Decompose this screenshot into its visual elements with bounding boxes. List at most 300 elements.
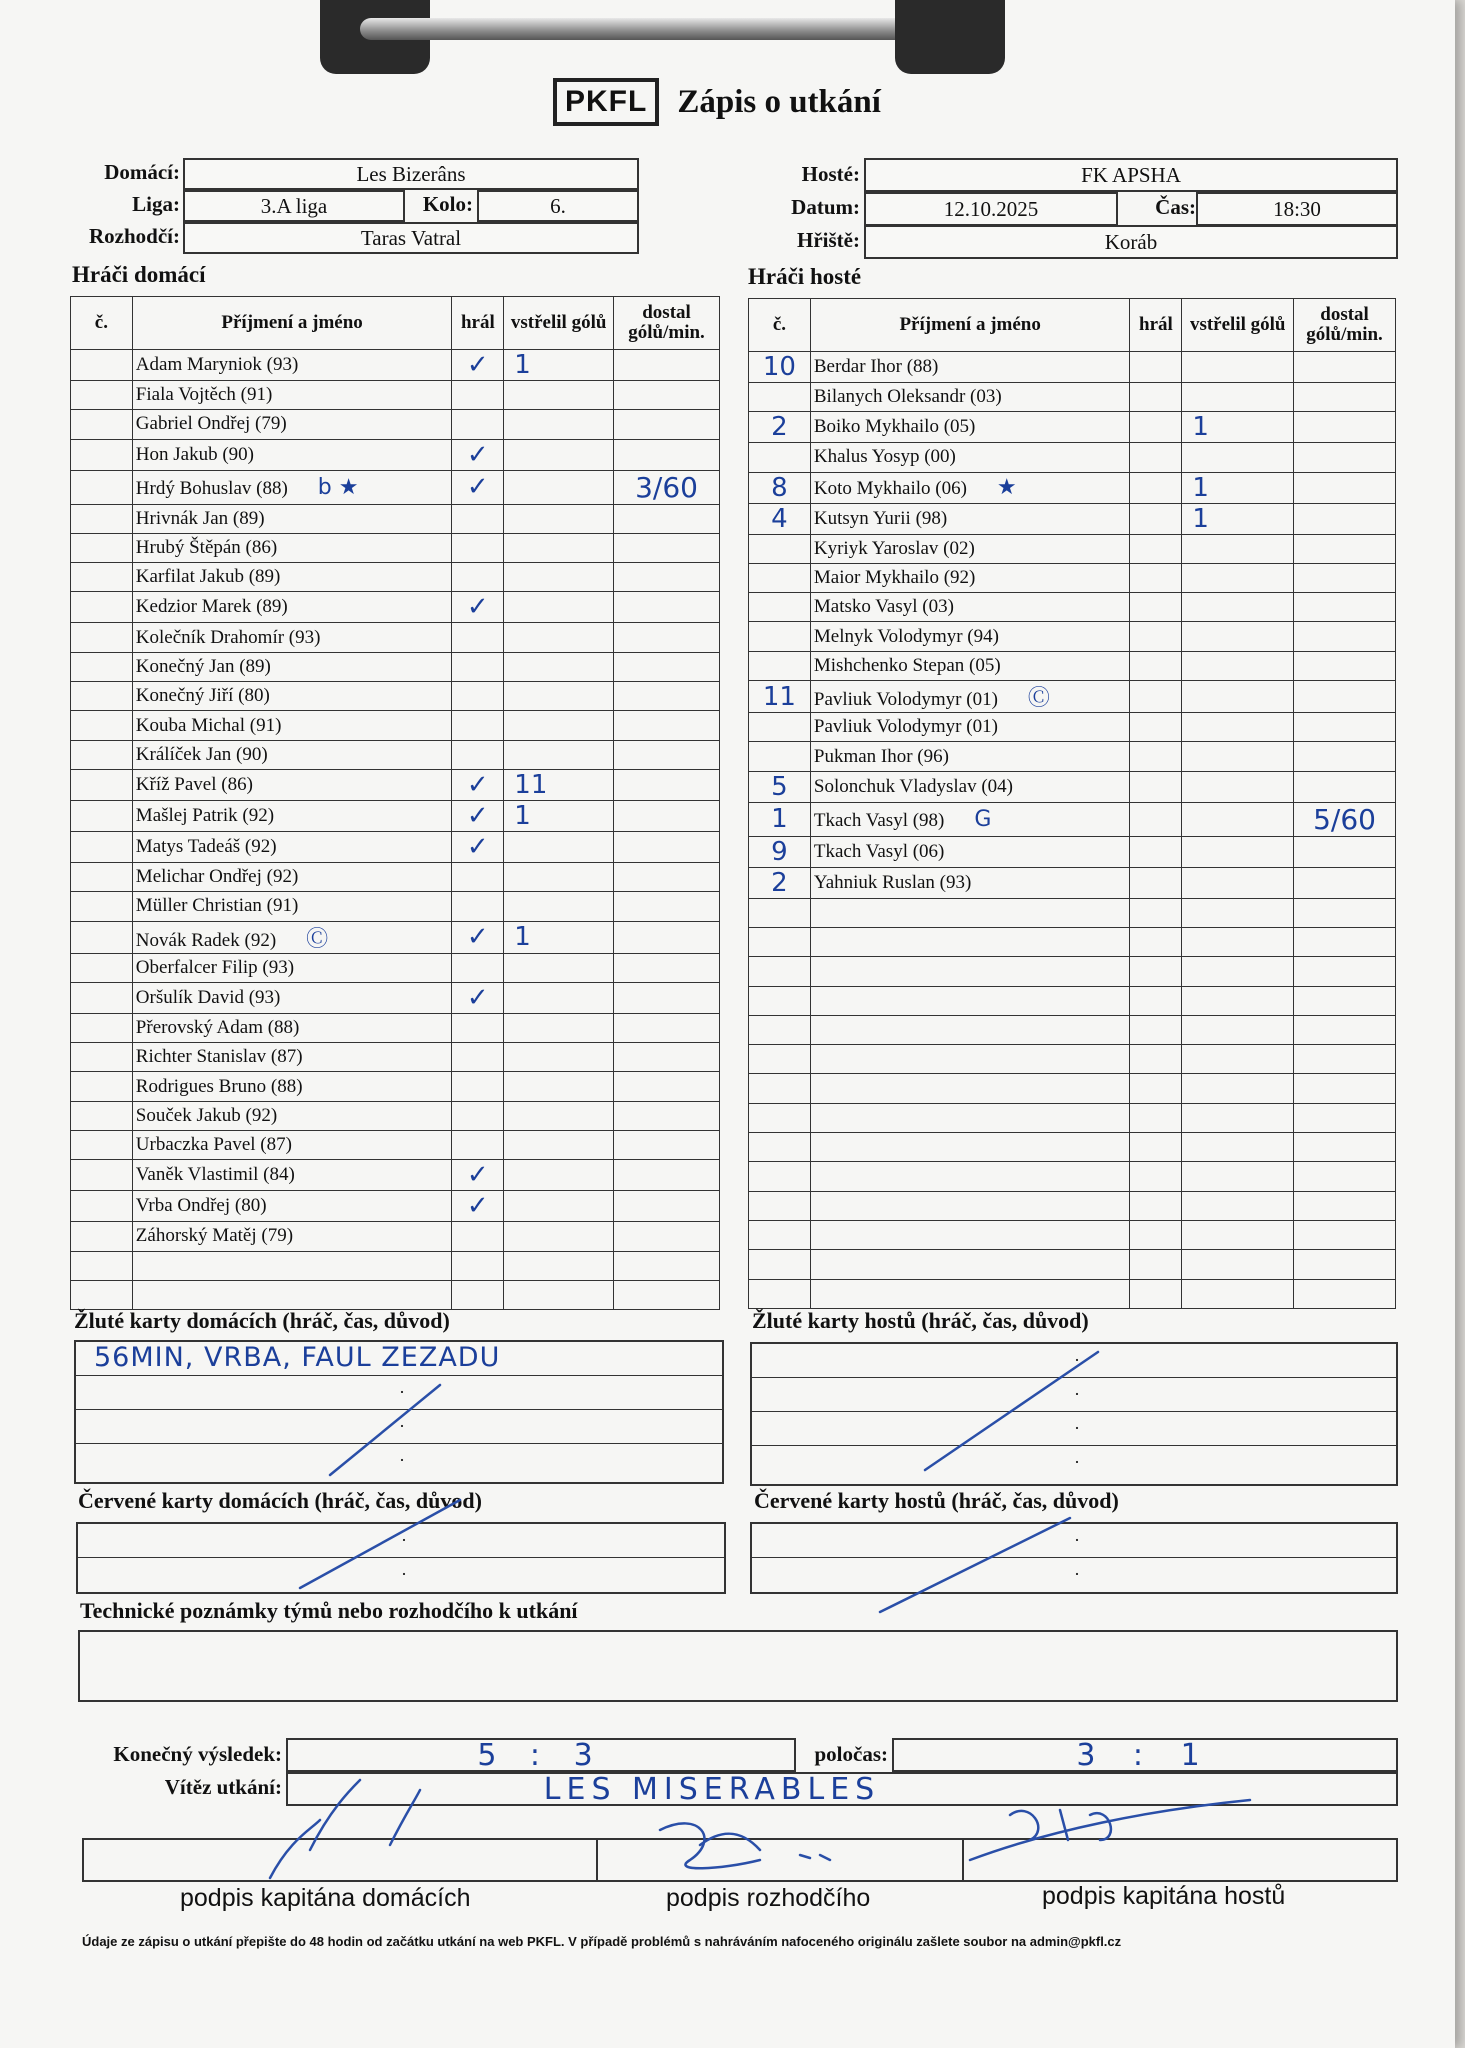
played-cell[interactable] (452, 953, 504, 982)
goals-cell[interactable] (504, 1280, 614, 1309)
goals-cell[interactable] (1182, 443, 1294, 472)
goals-cell[interactable] (1182, 383, 1294, 412)
player-name-cell[interactable] (132, 740, 452, 769)
player-name-cell[interactable] (810, 593, 1130, 622)
player-name-cell[interactable] (810, 563, 1130, 592)
player-name-cell[interactable] (132, 1222, 452, 1251)
player-name-cell[interactable] (810, 957, 1130, 986)
player-name-cell[interactable] (132, 892, 452, 921)
jersey-number-cell[interactable] (71, 1280, 133, 1309)
jersey-number-cell[interactable] (71, 381, 133, 410)
jersey-number-cell[interactable] (71, 1131, 133, 1160)
goals-cell[interactable] (1182, 836, 1294, 867)
player-name-cell[interactable] (810, 412, 1130, 443)
goals-cell[interactable] (1182, 472, 1294, 503)
goals-cell[interactable] (504, 504, 614, 533)
conceded-cell[interactable] (1294, 802, 1396, 836)
jersey-number-cell[interactable] (71, 1191, 133, 1222)
played-cell[interactable] (452, 381, 504, 410)
jersey-number-cell[interactable] (71, 1222, 133, 1251)
jersey-number-cell[interactable] (749, 957, 811, 986)
player-name-cell[interactable] (810, 1103, 1130, 1132)
player-name-cell[interactable] (810, 534, 1130, 563)
conceded-cell[interactable] (1294, 1279, 1396, 1308)
goals-cell[interactable] (1182, 1074, 1294, 1103)
goals-cell[interactable] (504, 921, 614, 953)
player-name-cell[interactable] (132, 1101, 452, 1130)
jersey-number-cell[interactable] (71, 769, 133, 800)
player-name-cell[interactable] (132, 831, 452, 862)
goals-cell[interactable] (504, 533, 614, 562)
played-cell[interactable] (1130, 383, 1182, 412)
home-red-cards-box[interactable]: · · (76, 1522, 726, 1594)
conceded-cell[interactable] (1294, 352, 1396, 383)
goals-cell[interactable] (504, 652, 614, 681)
played-cell[interactable] (452, 1101, 504, 1130)
player-name-cell[interactable] (810, 1045, 1130, 1074)
played-cell[interactable] (1130, 622, 1182, 651)
jersey-number-cell[interactable] (71, 563, 133, 592)
goals-cell[interactable] (504, 769, 614, 800)
played-cell[interactable] (452, 921, 504, 953)
jersey-number-cell[interactable] (71, 921, 133, 953)
played-cell[interactable] (452, 682, 504, 711)
conceded-cell[interactable] (1294, 836, 1396, 867)
conceded-cell[interactable] (614, 592, 720, 623)
goals-cell[interactable] (504, 800, 614, 831)
home-captain-signature-box[interactable] (82, 1838, 598, 1882)
conceded-cell[interactable] (614, 862, 720, 891)
goals-cell[interactable] (504, 831, 614, 862)
goals-cell[interactable] (504, 1131, 614, 1160)
conceded-cell[interactable] (614, 623, 720, 652)
played-cell[interactable] (452, 982, 504, 1013)
conceded-cell[interactable] (614, 1191, 720, 1222)
player-name-cell[interactable] (132, 533, 452, 562)
jersey-number-cell[interactable] (71, 623, 133, 652)
played-cell[interactable] (1130, 771, 1182, 802)
goals-cell[interactable] (504, 1072, 614, 1101)
guest-captain-signature-box[interactable] (962, 1838, 1398, 1882)
referee-signature-box[interactable] (596, 1838, 964, 1882)
goals-cell[interactable] (504, 682, 614, 711)
goals-cell[interactable] (504, 711, 614, 740)
player-name-cell[interactable] (810, 681, 1130, 713)
played-cell[interactable] (1130, 1045, 1182, 1074)
jersey-number-cell[interactable] (71, 800, 133, 831)
conceded-cell[interactable] (614, 921, 720, 953)
conceded-cell[interactable] (614, 563, 720, 592)
played-cell[interactable] (1130, 927, 1182, 956)
player-name-cell[interactable] (132, 563, 452, 592)
played-cell[interactable] (452, 769, 504, 800)
pitch-field[interactable]: Koráb (864, 225, 1398, 259)
conceded-cell[interactable] (614, 1131, 720, 1160)
goals-cell[interactable] (504, 1222, 614, 1251)
jersey-number-cell[interactable] (749, 563, 811, 592)
goals-cell[interactable] (504, 1013, 614, 1042)
played-cell[interactable] (452, 800, 504, 831)
jersey-number-cell[interactable] (749, 1191, 811, 1220)
conceded-cell[interactable] (1294, 651, 1396, 680)
goals-cell[interactable] (1182, 352, 1294, 383)
player-name-cell[interactable] (132, 1131, 452, 1160)
conceded-cell[interactable] (1294, 563, 1396, 592)
conceded-cell[interactable] (1294, 1133, 1396, 1162)
player-name-cell[interactable] (132, 592, 452, 623)
played-cell[interactable] (1130, 802, 1182, 836)
player-name-cell[interactable] (810, 1279, 1130, 1308)
conceded-cell[interactable] (614, 982, 720, 1013)
played-cell[interactable] (452, 350, 504, 381)
played-cell[interactable] (452, 1131, 504, 1160)
jersey-number-cell[interactable] (71, 711, 133, 740)
jersey-number-cell[interactable] (749, 472, 811, 503)
played-cell[interactable] (1130, 412, 1182, 443)
winner-field[interactable] (286, 1772, 1398, 1806)
played-cell[interactable] (1130, 713, 1182, 742)
played-cell[interactable] (452, 504, 504, 533)
conceded-cell[interactable] (1294, 534, 1396, 563)
played-cell[interactable] (452, 831, 504, 862)
conceded-cell[interactable] (1294, 867, 1396, 898)
conceded-cell[interactable] (614, 800, 720, 831)
jersey-number-cell[interactable] (71, 1043, 133, 1072)
goals-cell[interactable] (1182, 1191, 1294, 1220)
played-cell[interactable] (452, 533, 504, 562)
jersey-number-cell[interactable] (749, 802, 811, 836)
goals-cell[interactable] (1182, 957, 1294, 986)
conceded-cell[interactable] (1294, 681, 1396, 713)
played-cell[interactable] (1130, 443, 1182, 472)
player-name-cell[interactable] (810, 503, 1130, 534)
played-cell[interactable] (452, 563, 504, 592)
conceded-cell[interactable] (614, 711, 720, 740)
player-name-cell[interactable] (132, 504, 452, 533)
conceded-cell[interactable] (614, 504, 720, 533)
played-cell[interactable] (452, 1013, 504, 1042)
played-cell[interactable] (1130, 1103, 1182, 1132)
player-name-cell[interactable] (132, 862, 452, 891)
jersey-number-cell[interactable] (71, 682, 133, 711)
conceded-cell[interactable] (1294, 771, 1396, 802)
jersey-number-cell[interactable] (71, 470, 133, 504)
goals-cell[interactable] (1182, 867, 1294, 898)
jersey-number-cell[interactable] (71, 350, 133, 381)
player-name-cell[interactable] (132, 350, 452, 381)
goals-cell[interactable] (1182, 1045, 1294, 1074)
conceded-cell[interactable] (1294, 1250, 1396, 1279)
jersey-number-cell[interactable] (71, 892, 133, 921)
conceded-cell[interactable] (614, 1101, 720, 1130)
goals-cell[interactable] (1182, 1103, 1294, 1132)
jersey-number-cell[interactable] (749, 771, 811, 802)
played-cell[interactable] (1130, 1191, 1182, 1220)
jersey-number-cell[interactable] (749, 681, 811, 713)
conceded-cell[interactable] (1294, 1074, 1396, 1103)
jersey-number-cell[interactable] (749, 443, 811, 472)
played-cell[interactable] (1130, 1279, 1182, 1308)
goals-cell[interactable] (504, 470, 614, 504)
conceded-cell[interactable] (1294, 713, 1396, 742)
played-cell[interactable] (452, 592, 504, 623)
conceded-cell[interactable] (1294, 957, 1396, 986)
player-name-cell[interactable] (810, 713, 1130, 742)
player-name-cell[interactable] (810, 867, 1130, 898)
conceded-cell[interactable] (614, 1013, 720, 1042)
player-name-cell[interactable] (810, 927, 1130, 956)
played-cell[interactable] (452, 862, 504, 891)
goals-cell[interactable] (504, 1101, 614, 1130)
jersey-number-cell[interactable] (71, 533, 133, 562)
goals-cell[interactable] (1182, 563, 1294, 592)
jersey-number-cell[interactable] (749, 622, 811, 651)
goals-cell[interactable] (504, 953, 614, 982)
jersey-number-cell[interactable] (749, 352, 811, 383)
jersey-number-cell[interactable] (749, 742, 811, 771)
referee-field[interactable]: Taras Vatral (183, 222, 639, 254)
goals-cell[interactable] (1182, 1133, 1294, 1162)
player-name-cell[interactable] (810, 898, 1130, 927)
played-cell[interactable] (1130, 534, 1182, 563)
goals-cell[interactable] (504, 439, 614, 470)
jersey-number-cell[interactable] (71, 831, 133, 862)
player-name-cell[interactable] (810, 622, 1130, 651)
goals-cell[interactable] (504, 982, 614, 1013)
jersey-number-cell[interactable] (749, 534, 811, 563)
played-cell[interactable] (1130, 472, 1182, 503)
player-name-cell[interactable] (132, 410, 452, 439)
goals-cell[interactable] (1182, 713, 1294, 742)
played-cell[interactable] (1130, 1220, 1182, 1249)
conceded-cell[interactable] (1294, 383, 1396, 412)
conceded-cell[interactable] (1294, 1015, 1396, 1044)
conceded-cell[interactable] (1294, 593, 1396, 622)
played-cell[interactable] (1130, 681, 1182, 713)
jersey-number-cell[interactable] (749, 593, 811, 622)
player-name-cell[interactable] (810, 1074, 1130, 1103)
conceded-cell[interactable] (614, 1222, 720, 1251)
player-name-cell[interactable] (132, 470, 452, 504)
played-cell[interactable] (1130, 1250, 1182, 1279)
played-cell[interactable] (1130, 593, 1182, 622)
conceded-cell[interactable] (1294, 503, 1396, 534)
conceded-cell[interactable] (614, 1160, 720, 1191)
player-name-cell[interactable] (132, 1160, 452, 1191)
conceded-cell[interactable] (614, 1251, 720, 1280)
jersey-number-cell[interactable] (71, 1013, 133, 1042)
played-cell[interactable] (1130, 957, 1182, 986)
player-name-cell[interactable] (810, 802, 1130, 836)
conceded-cell[interactable] (1294, 898, 1396, 927)
player-name-cell[interactable] (810, 986, 1130, 1015)
goals-cell[interactable] (1182, 1015, 1294, 1044)
goals-cell[interactable] (1182, 927, 1294, 956)
jersey-number-cell[interactable] (749, 503, 811, 534)
played-cell[interactable] (1130, 503, 1182, 534)
goals-cell[interactable] (504, 623, 614, 652)
home-team-field[interactable]: Les Bizerâns (183, 158, 639, 190)
conceded-cell[interactable] (614, 1043, 720, 1072)
goals-cell[interactable] (504, 1043, 614, 1072)
played-cell[interactable] (452, 652, 504, 681)
jersey-number-cell[interactable] (749, 927, 811, 956)
played-cell[interactable] (452, 1043, 504, 1072)
league-field[interactable]: 3.A liga (183, 190, 405, 222)
goals-cell[interactable] (1182, 742, 1294, 771)
player-name-cell[interactable] (132, 921, 452, 953)
player-name-cell[interactable] (810, 1191, 1130, 1220)
goals-cell[interactable] (1182, 898, 1294, 927)
player-name-cell[interactable] (810, 836, 1130, 867)
player-name-cell[interactable] (810, 742, 1130, 771)
played-cell[interactable] (452, 1191, 504, 1222)
jersey-number-cell[interactable] (749, 1103, 811, 1132)
conceded-cell[interactable] (614, 892, 720, 921)
played-cell[interactable] (452, 1251, 504, 1280)
jersey-number-cell[interactable] (749, 1279, 811, 1308)
goals-cell[interactable] (1182, 622, 1294, 651)
played-cell[interactable] (452, 623, 504, 652)
round-field[interactable]: 6. (477, 190, 639, 222)
played-cell[interactable] (1130, 1015, 1182, 1044)
goals-cell[interactable] (504, 350, 614, 381)
player-name-cell[interactable] (810, 472, 1130, 503)
player-name-cell[interactable] (810, 383, 1130, 412)
guest-team-field[interactable]: FK APSHA (864, 158, 1398, 192)
conceded-cell[interactable] (1294, 443, 1396, 472)
jersey-number-cell[interactable] (749, 1162, 811, 1191)
goals-cell[interactable] (504, 892, 614, 921)
played-cell[interactable] (1130, 898, 1182, 927)
player-name-cell[interactable] (132, 439, 452, 470)
goals-cell[interactable] (1182, 986, 1294, 1015)
player-name-cell[interactable] (810, 651, 1130, 680)
home-yellow-cards-box[interactable]: 56MIN, VRBA, FAUL ZEZADU · · · (74, 1340, 724, 1484)
jersey-number-cell[interactable] (71, 652, 133, 681)
played-cell[interactable] (452, 892, 504, 921)
jersey-number-cell[interactable] (71, 1101, 133, 1130)
player-name-cell[interactable] (132, 381, 452, 410)
goals-cell[interactable] (504, 1160, 614, 1191)
player-name-cell[interactable] (132, 623, 452, 652)
player-name-cell[interactable] (132, 953, 452, 982)
time-field[interactable]: 18:30 (1196, 192, 1398, 226)
conceded-cell[interactable] (614, 740, 720, 769)
goals-cell[interactable] (1182, 412, 1294, 443)
jersey-number-cell[interactable] (749, 1133, 811, 1162)
jersey-number-cell[interactable] (749, 986, 811, 1015)
jersey-number-cell[interactable] (749, 1074, 811, 1103)
conceded-cell[interactable] (1294, 986, 1396, 1015)
conceded-cell[interactable] (614, 682, 720, 711)
goals-cell[interactable] (504, 381, 614, 410)
jersey-number-cell[interactable] (71, 740, 133, 769)
conceded-cell[interactable] (614, 1072, 720, 1101)
player-name-cell[interactable] (132, 982, 452, 1013)
player-name-cell[interactable] (810, 1015, 1130, 1044)
goals-cell[interactable] (1182, 651, 1294, 680)
jersey-number-cell[interactable] (71, 862, 133, 891)
player-name-cell[interactable] (810, 771, 1130, 802)
player-name-cell[interactable] (132, 800, 452, 831)
conceded-cell[interactable] (1294, 412, 1396, 443)
played-cell[interactable] (1130, 563, 1182, 592)
played-cell[interactable] (452, 1222, 504, 1251)
played-cell[interactable] (1130, 867, 1182, 898)
goals-cell[interactable] (504, 410, 614, 439)
conceded-cell[interactable] (1294, 1162, 1396, 1191)
player-name-cell[interactable] (810, 1220, 1130, 1249)
goals-cell[interactable] (1182, 1279, 1294, 1308)
player-name-cell[interactable] (810, 1133, 1130, 1162)
guest-red-cards-box[interactable]: · · (750, 1522, 1398, 1594)
jersey-number-cell[interactable] (71, 504, 133, 533)
conceded-cell[interactable] (1294, 1191, 1396, 1220)
jersey-number-cell[interactable] (71, 953, 133, 982)
goals-cell[interactable] (504, 563, 614, 592)
half-time-field[interactable] (892, 1738, 1398, 1772)
player-name-cell[interactable] (132, 1280, 452, 1309)
conceded-cell[interactable] (614, 769, 720, 800)
conceded-cell[interactable] (1294, 742, 1396, 771)
played-cell[interactable] (452, 1280, 504, 1309)
goals-cell[interactable] (1182, 534, 1294, 563)
jersey-number-cell[interactable] (749, 836, 811, 867)
conceded-cell[interactable] (1294, 927, 1396, 956)
played-cell[interactable] (452, 410, 504, 439)
conceded-cell[interactable] (614, 350, 720, 381)
jersey-number-cell[interactable] (749, 383, 811, 412)
jersey-number-cell[interactable] (749, 1220, 811, 1249)
goals-cell[interactable] (1182, 503, 1294, 534)
played-cell[interactable] (1130, 1074, 1182, 1103)
player-name-cell[interactable] (132, 769, 452, 800)
jersey-number-cell[interactable] (749, 651, 811, 680)
jersey-number-cell[interactable] (749, 1015, 811, 1044)
player-name-cell[interactable] (810, 1162, 1130, 1191)
played-cell[interactable] (1130, 836, 1182, 867)
conceded-cell[interactable] (1294, 622, 1396, 651)
player-name-cell[interactable] (132, 1013, 452, 1042)
jersey-number-cell[interactable] (71, 410, 133, 439)
conceded-cell[interactable] (614, 439, 720, 470)
played-cell[interactable] (452, 439, 504, 470)
goals-cell[interactable] (1182, 681, 1294, 713)
played-cell[interactable] (1130, 352, 1182, 383)
conceded-cell[interactable] (1294, 1103, 1396, 1132)
conceded-cell[interactable] (1294, 1220, 1396, 1249)
played-cell[interactable] (1130, 986, 1182, 1015)
played-cell[interactable] (452, 740, 504, 769)
player-name-cell[interactable] (132, 711, 452, 740)
jersey-number-cell[interactable] (749, 867, 811, 898)
goals-cell[interactable] (504, 1191, 614, 1222)
goals-cell[interactable] (504, 592, 614, 623)
played-cell[interactable] (1130, 1162, 1182, 1191)
played-cell[interactable] (452, 1160, 504, 1191)
player-name-cell[interactable] (132, 1191, 452, 1222)
played-cell[interactable] (452, 1072, 504, 1101)
guest-yellow-cards-box[interactable]: · · · · (750, 1342, 1398, 1486)
jersey-number-cell[interactable] (71, 982, 133, 1013)
final-score-field[interactable] (286, 1738, 796, 1772)
jersey-number-cell[interactable] (71, 592, 133, 623)
played-cell[interactable] (1130, 742, 1182, 771)
played-cell[interactable] (452, 470, 504, 504)
player-name-cell[interactable] (132, 682, 452, 711)
goals-cell[interactable] (504, 740, 614, 769)
